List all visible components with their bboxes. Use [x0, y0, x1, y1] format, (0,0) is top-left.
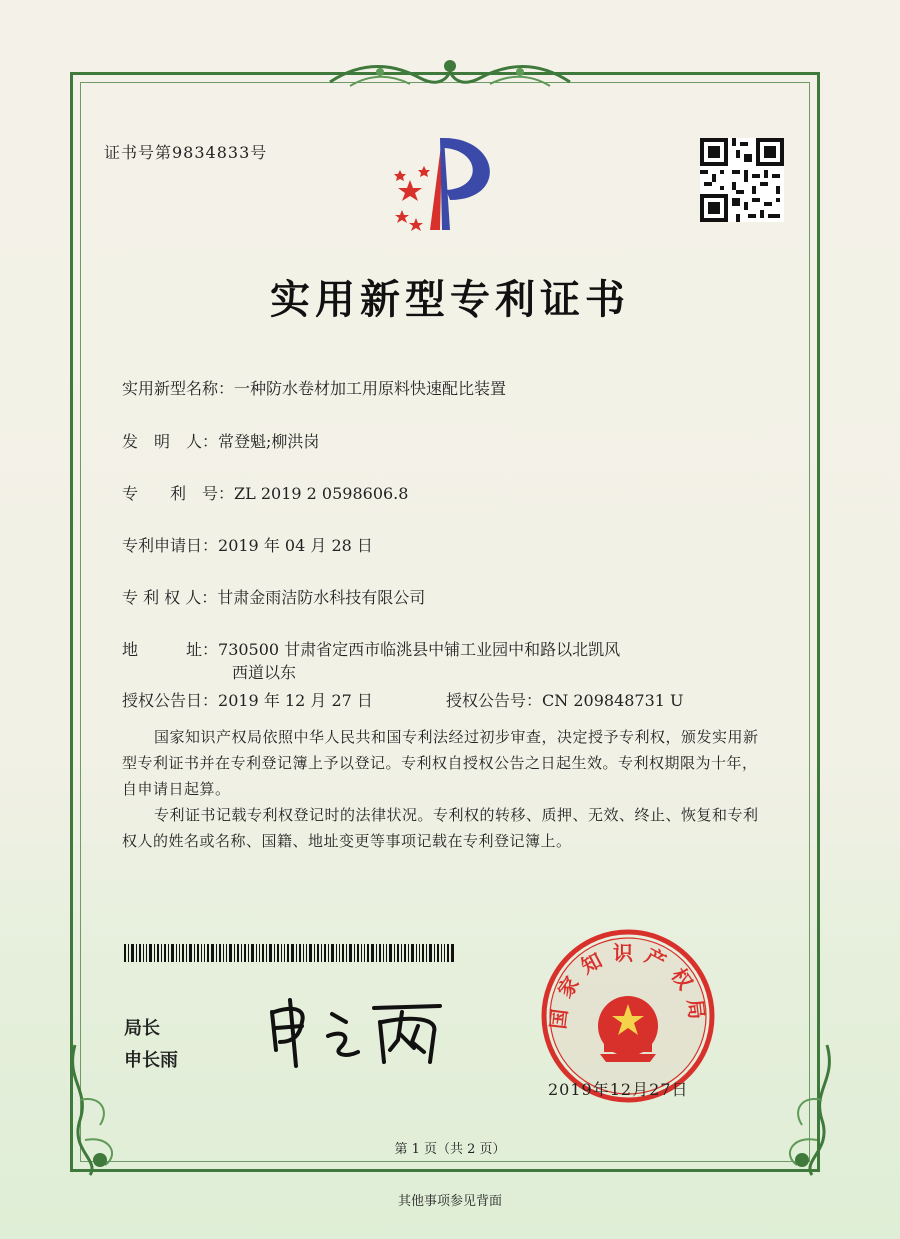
- chief-name: 申长雨: [124, 1050, 178, 1071]
- address-label: 地 址：: [122, 640, 219, 659]
- name-label: 实用新型名称：: [122, 379, 235, 398]
- legal-status-paragraph: 专利证书记载专利权登记时的法律状况。专利权的转移、质押、无效、终止、恢复和专利权人的姓名或名称、国籍、地址变更等事项记载在专利登记簿上。: [122, 806, 759, 850]
- name-value: 一种防水卷材加工用原料快速配比装置: [234, 379, 507, 398]
- inventor-value: 常登魁;柳洪岗: [218, 432, 320, 451]
- application-date-label: 专利申请日：: [122, 536, 219, 555]
- footer-note: 其他事项参见背面: [397, 1194, 502, 1209]
- page-number: 第 1 页（共 2 页）: [394, 1142, 506, 1157]
- address-line1: 730500 甘肃省定西市临洮县中铺工业园中和路以北凯风: [218, 640, 621, 659]
- seal-date: 2019年12月27日: [548, 1080, 689, 1099]
- grant-date-label: 授权公告日：: [122, 691, 219, 710]
- patent-holder-label: 专 利 权 人：: [122, 588, 218, 607]
- qr-code-icon: [700, 138, 784, 222]
- grant-number-value: CN 209848731 U: [542, 691, 684, 710]
- corner-ornament-icon: [752, 1040, 842, 1180]
- top-ornament-icon: [320, 52, 580, 96]
- inventor-label: 发 明 人：: [122, 432, 219, 451]
- certificate-number: 证书号第9834833号: [104, 143, 268, 162]
- application-date-row: [122, 533, 373, 556]
- utility-model-name-row: [122, 376, 506, 399]
- certificate-title: 实用新型专利证书: [270, 277, 630, 323]
- grant-number-label: 授权公告号：: [446, 691, 543, 710]
- patent-holder-value: 甘肃金雨洁防水科技有限公司: [217, 588, 426, 607]
- patent-holder-row: [122, 585, 425, 608]
- patent-number-label: 专 利 号：: [122, 484, 235, 503]
- grant-statement-paragraph: 国家知识产权局依照中华人民共和国专利法经过初步审查，决定授予专利权，颁发实用新型专利证书并在专利登记簿上予以登记。专利权自授权公告之日起生效。专利权期限为十年，自申请日起算。: [122, 728, 759, 798]
- grant-date-value: 2019 年 12 月 27 日: [218, 691, 373, 710]
- signature-icon: [262, 992, 452, 1072]
- seal-text: 国家知识产权局: [545, 941, 711, 1031]
- address-line2: 西道以东: [232, 663, 297, 682]
- patent-number-row: [122, 481, 408, 504]
- patent-number-value: ZL 2019 2 0598606.8: [234, 484, 409, 503]
- chief-title: 局长: [124, 1018, 160, 1039]
- address-row: [122, 637, 620, 660]
- barcode-icon: [124, 944, 454, 962]
- application-date-value: 2019 年 04 月 28 日: [218, 536, 373, 555]
- grant-number-row: [446, 688, 684, 711]
- inventor-row: [122, 429, 319, 452]
- grant-date-row: [122, 688, 373, 711]
- sipo-logo-icon: [380, 130, 510, 240]
